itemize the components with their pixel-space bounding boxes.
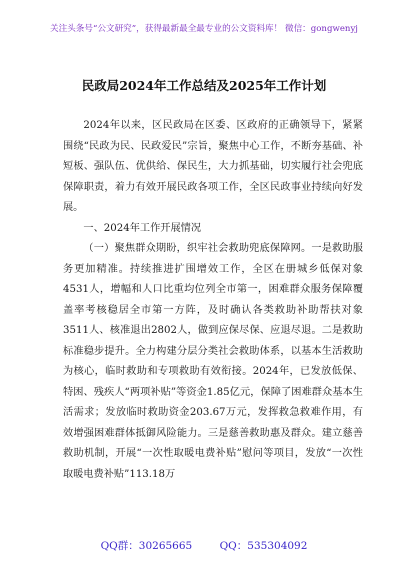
document-title: 民政局2024年工作总结及2025年工作计划 bbox=[81, 78, 327, 93]
intro-paragraph: 2024年以来，区民政局在区委、区政府的正确领导下，紧紧围绕“民政为民、民政爱民”宗旨，聚焦中心工作，不断夯基础、补短板、强队伍、优供给、保民生，大力抓基础，切实履行社会兜底保障职责，着力有效开展民政各项工作，全区民政事业持续向好发展。 bbox=[63, 120, 363, 213]
header-note: 关注头条号“公文研究”，获得最新最全最专业的公文资料库！ 微信：gongwenyj bbox=[50, 24, 358, 34]
qq-group-number: QQ群：30265665 bbox=[100, 540, 193, 552]
footer-contact bbox=[0, 538, 408, 553]
section-heading: 一、2024年工作开展情况 bbox=[83, 222, 202, 234]
body-paragraph: （一）聚焦群众期盼，织牢社会救助兜底保障网。一是救助服务更加精准。持续推进扩围增效工作，全区在册城乡低保对象4531人，增幅和人口比重均位列全市第一，困难群众服务保障覆盖率考核稳居全市第一方阵，及时确认各类救助补助帮扶对象3511人、核准退出2802人，做到应保尽保、应退尽退。二是救助标准稳步提升。全力构建分层分类社会救助体系，以基本生活救助为核心，临时救助和专项救助有效衔接。2024年，已发放低保、特困、残疾人“两项补贴”等资金1.85亿元，保障了困难群众基本生活需求；发放临时救助资金203.67万元，发挥救急救难作用，有效增强困难群体抵御风险能力。三是慈善救助惠及群众。建立慈善救助机制，开展“一次性取暖电费补贴”慰问等项目，发放“一次性取暖电费补贴”113.18万 bbox=[63, 243, 363, 480]
document-body bbox=[63, 116, 363, 485]
qq-number: QQ：535304092 bbox=[219, 540, 308, 552]
